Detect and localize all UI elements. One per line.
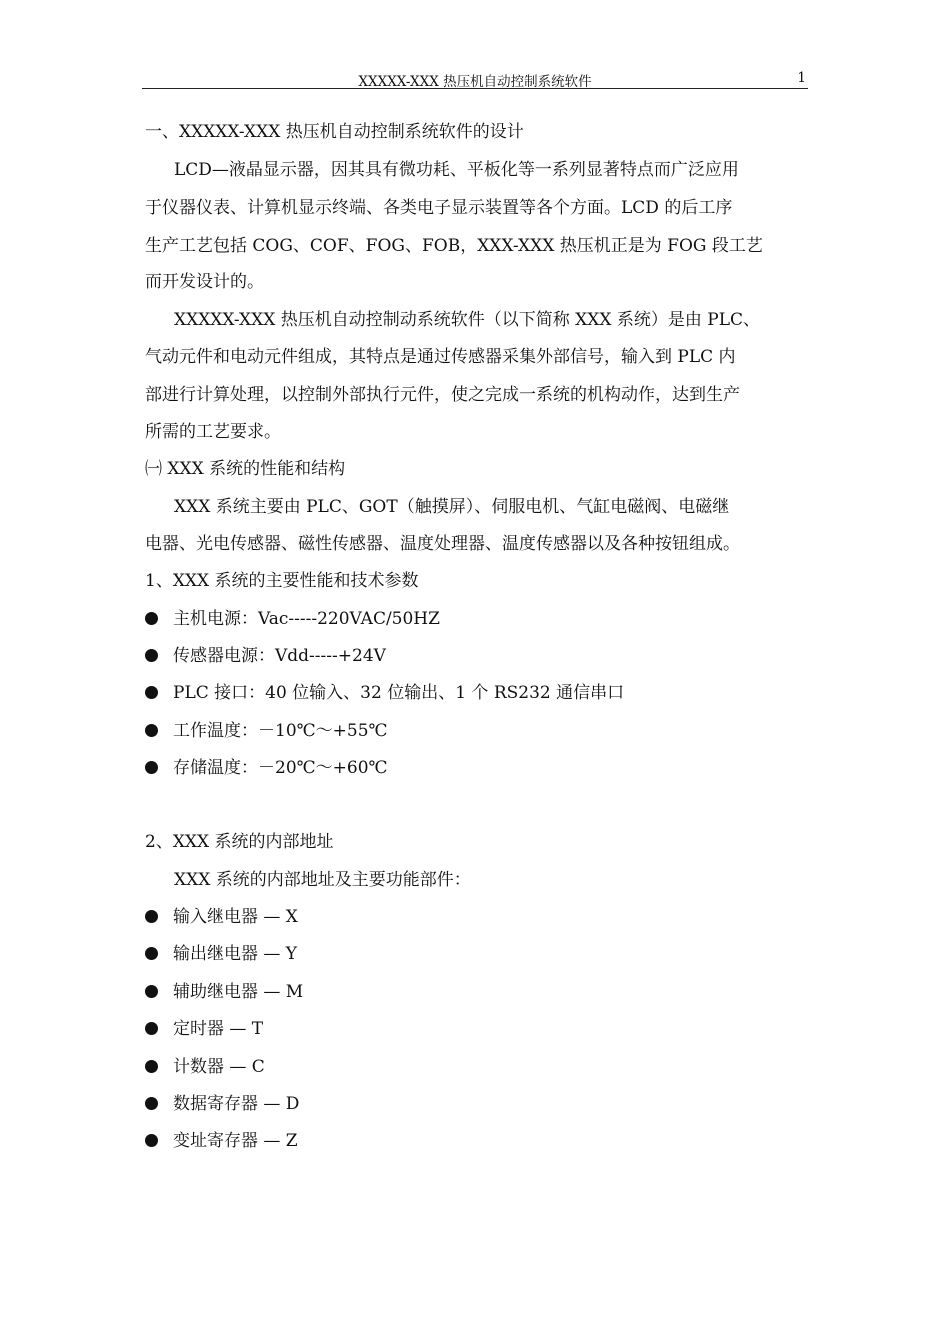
paragraph-line: 气动元件和电动元件组成，其特点是通过传感器采集外部信号，输入到 PLC 内 — [145, 347, 736, 367]
list-item — [145, 682, 624, 704]
bullet-icon — [145, 724, 158, 737]
list-item-text: 主机电源：Vac-----220VAC/50HZ — [173, 609, 440, 629]
bullet-icon — [145, 1134, 158, 1147]
bullet-icon — [145, 649, 158, 662]
list-item — [145, 645, 386, 667]
list-item — [145, 906, 298, 928]
bullet-icon — [145, 612, 158, 625]
list-item-text: 数据寄存器 — D — [173, 1094, 300, 1114]
list-item-text: PLC 接口：40 位输入、32 位输出、1 个 RS232 通信串口 — [173, 683, 625, 703]
list-item-text: 辅助继电器 — M — [173, 982, 304, 1002]
bullet-icon — [145, 1060, 158, 1073]
list-item-text: 输入继电器 — X — [173, 907, 298, 927]
paragraph-line: 部进行计算处理，以控制外部执行元件，使之完成一系统的机构动作，达到生产 — [145, 385, 740, 405]
header-title: XXXXX-XXX 热压机自动控制系统软件 — [358, 74, 592, 90]
list-item-text: 变址寄存器 — Z — [173, 1131, 298, 1151]
bullet-icon — [145, 910, 158, 923]
list-item — [145, 1018, 263, 1040]
bullet-icon — [145, 985, 158, 998]
list-item-text: 输出继电器 — Y — [173, 944, 298, 964]
list-item-text: 计数器 — C — [173, 1057, 265, 1077]
bullet-icon — [145, 1022, 158, 1035]
paragraph-line: 电器、光电传感器、磁性传感器、温度处理器、温度传感器以及各种按钮组成。 — [145, 534, 740, 554]
subsection-heading: ㈠ XXX 系统的性能和结构 — [145, 459, 346, 479]
list-item — [145, 1093, 299, 1115]
bullet-icon — [145, 947, 158, 960]
list-item-text: 工作温度：－10℃～+55℃ — [173, 721, 388, 741]
paragraph-line: 生产工艺包括 COG、COF、FOG、FOB，XXX-XXX 热压机正是为 FOG 段工艺 — [145, 236, 763, 256]
list-item — [145, 757, 388, 779]
item-heading: 2、XXX 系统的内部地址 — [145, 832, 334, 852]
list-item-text: 传感器电源：Vdd-----+24V — [173, 646, 386, 666]
paragraph-line: XXX 系统的内部地址及主要功能部件： — [174, 870, 471, 890]
list-item-text: 定时器 — T — [173, 1019, 264, 1039]
paragraph-line: 而开发设计的。 — [145, 272, 264, 292]
list-item — [145, 981, 303, 1003]
bullet-icon — [145, 761, 158, 774]
list-item — [145, 1056, 265, 1078]
paragraph-line: XXX 系统主要由 PLC、GOT（触摸屏）、伺服电机、气缸电磁阀、电磁继 — [174, 497, 730, 517]
list-item — [145, 1130, 298, 1152]
item-heading: 1、XXX 系统的主要性能和技术参数 — [145, 571, 419, 591]
paragraph-line: XXXXX-XXX 热压机自动控制动系统软件（以下简称 XXX 系统）是由 PLC、 — [174, 310, 761, 330]
bullet-icon — [145, 686, 158, 699]
section-heading: 一、XXXXX-XXX 热压机自动控制系统软件的设计 — [145, 122, 524, 142]
list-item — [145, 943, 297, 965]
list-item-text: 存储温度：－20℃～+60℃ — [173, 758, 388, 778]
page-number: 1 — [797, 70, 806, 86]
list-item — [145, 720, 388, 742]
page-header — [142, 66, 808, 89]
paragraph-line: 于仪器仪表、计算机显示终端、各类电子显示装置等各个方面。LCD 的后工序 — [145, 198, 733, 218]
paragraph-line: LCD—液晶显示器，因其具有微功耗、平板化等一系列显著特点而广泛应用 — [174, 160, 739, 180]
paragraph-line: 所需的工艺要求。 — [145, 422, 281, 442]
bullet-icon — [145, 1097, 158, 1110]
list-item — [145, 608, 440, 630]
